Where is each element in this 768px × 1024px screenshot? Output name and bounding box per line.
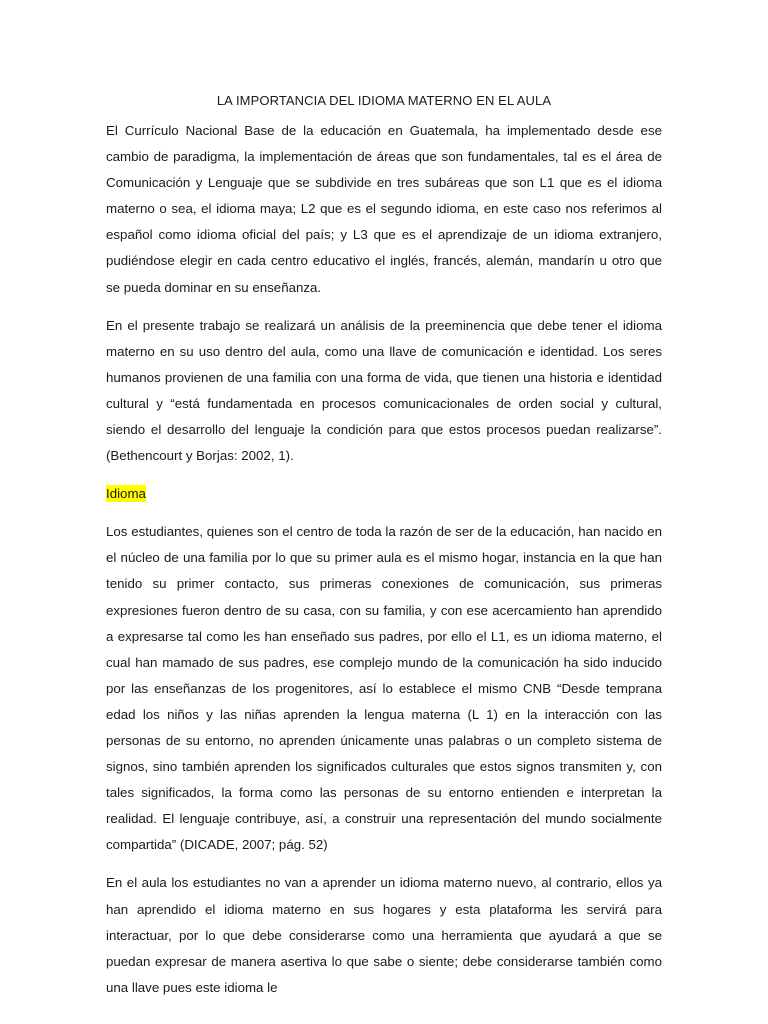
paragraph-classroom: En el aula los estudiantes no van a aprender un idioma materno nuevo, al contrario, ellos ya han aprendido el idioma materno en sus hogares y esta plataforma les servirá para interactuar, por lo que debe considerarse como una herramienta que ayudará a que se puedan expresar de manera asertiva lo que sabe o siente; debe considerarse también como una llave pues este idioma le [106,875,662,995]
document-page [106,88,662,1013]
section-heading-idioma [106,481,662,507]
paragraph-intro: El Currículo Nacional Base de la educación en Guatemala, ha implementado desde ese cambio de paradigma, la implementación de áreas que son fundamentales, tal es el área de Comunicación y Lenguaje que se subdivide en tres subáreas que son L1 que es el idioma materno o sea, el idioma maya; L2 que es el segundo idioma, en este caso nos referimos al español como idioma oficial del país; y L3 que es el aprendizaje de un idioma extranjero, pudiéndose elegir en cada centro educativo el inglés, francés, alemán, mandarín u otro que se pueda dominar en su enseñanza. [106,123,662,295]
paragraph-students: Los estudiantes, quienes son el centro de toda la razón de ser de la educación, han nacido en el núcleo de una familia por lo que su primer aula es el mismo hogar, instancia en la que han tenido su primer contacto, sus primeras conexiones de comunicación, sus primeras expresiones fueron dentro de su casa, con su familia, y con ese acercamiento han aprendido a expresarse tal como les han enseñado sus padres, por ello el L1, es un idioma materno, el cual han mamado de sus padres, ese complejo mundo de la comunicación ha sido inducido por las enseñanzas de los progenitores, así lo establece el mismo CNB “Desde temprana edad los niños y las niñas aprenden la lengua materna (L 1) en la interacción con las personas de su entorno, no aprenden únicamente unas palabras o un completo sistema de signos, sino también aprenden los significados culturales que estos signos transmiten y, con tales significados, la forma como las personas de su entorno entienden e interpretan la realidad. El lenguaje contribuye, así, a construir una representación del mundo socialmente compartida” (DICADE, 2007; pág. 52) [106,524,662,853]
document-title: LA IMPORTANCIA DEL IDIOMA MATERNO EN EL AULA [216,93,552,108]
paragraph-purpose: En el presente trabajo se realizará un análisis de la preeminencia que debe tener el idioma materno en su uso dentro del aula, como una llave de comunicación e identidad. Los seres humanos provienen de una familia con una forma de vida, que tienen una historia e identidad cultural y “está fundamentada en procesos comunicacionales de orden social y cultural, siendo el desarrollo del lenguaje la condición para que estos procesos puedan realizarse”. (Bethencourt y Borjas: 2002, 1). [106,317,662,464]
highlighted-heading-text: Idioma [106,486,146,502]
